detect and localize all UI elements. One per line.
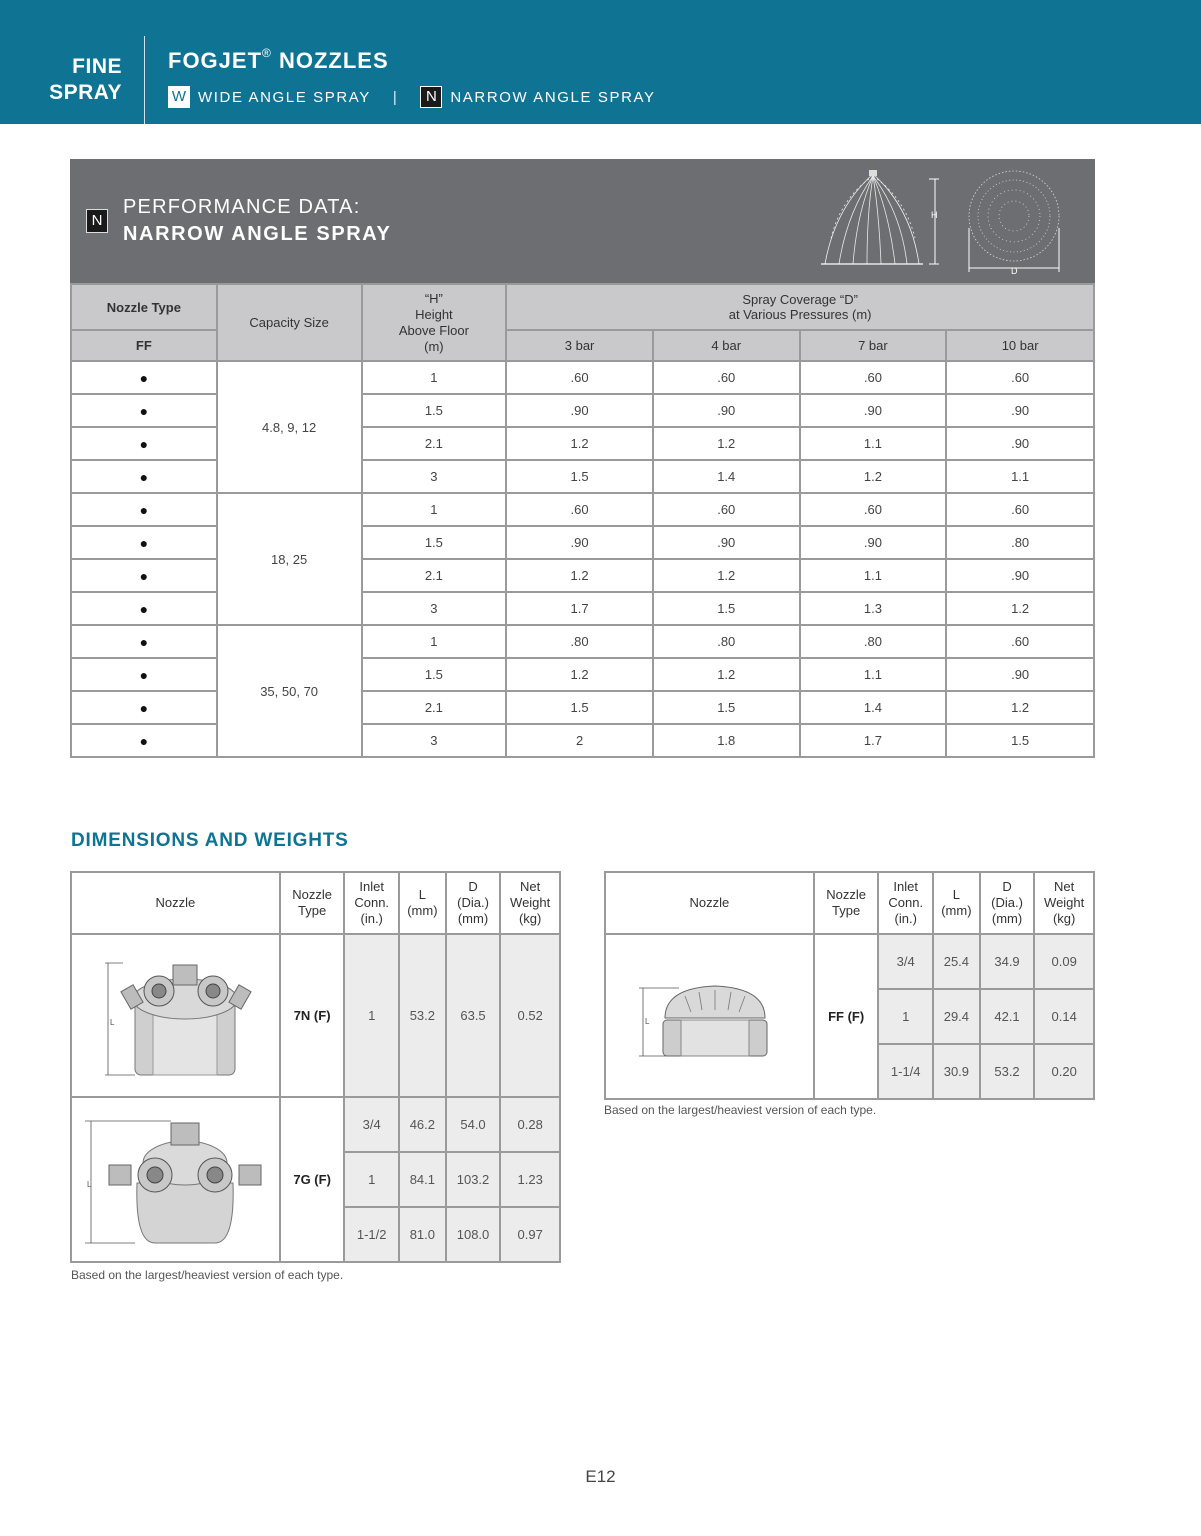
ff-indicator: ● [71,361,217,394]
dim-header-nozzle: Nozzle [605,872,814,934]
coverage-cell: 1.1 [800,658,947,691]
coverage-cell: 1.2 [506,559,653,592]
dim-header-d-l1: D [468,879,478,894]
weight-cell: 1.23 [500,1152,560,1207]
header-ff: FF [71,330,217,361]
coverage-cell: 1.5 [506,460,653,493]
dim-header-inlet-l1: Inlet [359,879,384,894]
header-height-l4: (m) [424,338,444,354]
section-tag [44,54,122,106]
narrow-angle-badge: N [420,86,442,108]
dim-header-d-l3: (mm) [457,911,489,926]
d-cell: 42.1 [980,989,1035,1044]
coverage-cell: 1.1 [946,460,1094,493]
header-height-l2: Height [415,306,453,322]
inlet-cell: 1 [344,934,399,1097]
coverage-cell: .60 [506,361,653,394]
coverage-cell: 1.1 [800,427,947,460]
ff-indicator: ● [71,526,217,559]
spray-cone-icon [821,170,923,264]
nozzle-ff-illustration [609,940,809,1090]
header-height-l3: Above Floor [398,322,469,338]
coverage-cell: .90 [653,526,800,559]
dim-header-inlet-l2: Conn. [888,895,924,910]
dim-header-type-l1: Nozzle [826,887,866,902]
wide-angle-badge: W [168,86,190,108]
coverage-cell: .90 [946,394,1094,427]
header-pressure-4bar: 4 bar [653,330,800,361]
height-dimension [929,179,939,264]
dimensions-title: DIMENSIONS AND WEIGHTS [71,830,349,851]
dim-row-ff-1 [605,934,1094,989]
d-cell: 103.2 [446,1152,501,1207]
diameter-label: D [1011,266,1018,276]
performance-subtitle: NARROW ANGLE SPRAY [123,223,392,245]
coverage-cell: .90 [800,526,947,559]
nozzle-7n-illustration [75,939,275,1089]
nozzle-7g-illustration [75,1103,275,1253]
header-height [362,284,507,361]
dim-header-l [933,872,980,934]
ff-indicator: ● [71,592,217,625]
height-label: H [931,210,938,220]
dimensions-note-left: Based on the largest/heaviest version of each type. [71,1268,344,1282]
l-cell: 25.4 [933,934,980,989]
spray-pattern-diagram [815,168,1075,278]
ff-indicator: ● [71,691,217,724]
l-cell: 84.1 [399,1152,446,1207]
dim-header-l-l2: (mm) [407,903,438,918]
height-cell: 3 [362,724,507,757]
page-number: E12 [585,1467,616,1486]
dim-header-type-l2: Type [832,903,861,918]
header-coverage-l1: Spray Coverage “D” [742,292,858,307]
dim-header-weight-l3: (kg) [1052,911,1076,926]
weight-cell: 0.28 [500,1097,560,1152]
header-pressure-3bar: 3 bar [506,330,653,361]
dim-row-7n [71,934,560,1097]
dim-header-inlet [344,872,399,934]
ff-indicator: ● [71,658,217,691]
dim-header-l-l2: (mm) [941,903,972,918]
dim-header-d-l3: (mm) [991,911,1023,926]
dim-header-nozzle: Nozzle [71,872,280,934]
narrow-angle-badge-perf: N [86,209,108,233]
nozzle-type-ff: FF (F) [814,934,879,1099]
performance-table-body [71,361,1094,757]
ff-indicator: ● [71,493,217,526]
dim-header-d-l1: D [1002,879,1012,894]
section-tag-line1: FINE [72,55,122,78]
coverage-cell: 1.1 [800,559,947,592]
d-cell: 54.0 [446,1097,501,1152]
dim-header-type-l1: Nozzle [292,887,332,902]
coverage-cell: .90 [946,559,1094,592]
nozzle-7g-image-cell [71,1097,280,1262]
dim-header-inlet-l1: Inlet [893,879,918,894]
legend-separator: | [392,88,399,106]
nozzle-7n-image-cell [71,934,280,1097]
header-pressure-7bar: 7 bar [800,330,947,361]
ff-indicator: ● [71,724,217,757]
performance-row [71,625,1094,658]
inlet-cell: 1-1/2 [344,1207,399,1262]
dim-header-inlet-l3: (in.) [360,911,383,926]
coverage-cell: .60 [653,361,800,394]
coverage-cell: 1.2 [653,658,800,691]
header-spray-coverage [506,284,1094,330]
coverage-cell: .80 [946,526,1094,559]
dimensions-table-left [70,871,561,1263]
coverage-cell: .90 [946,427,1094,460]
dim-l-label-7g: L [87,1180,92,1189]
weight-cell: 0.09 [1034,934,1094,989]
header-capacity-size: Capacity Size [217,284,362,361]
height-cell: 1.5 [362,394,507,427]
nozzle-type-7n: 7N (F) [280,934,345,1097]
nozzle-ff-image-cell [605,934,814,1099]
capacity-size-cell: 4.8, 9, 12 [217,361,362,493]
coverage-cell: 2 [506,724,653,757]
dimensions-table-right [604,871,1095,1100]
header-pressure-10bar: 10 bar [946,330,1094,361]
d-cell: 63.5 [446,934,501,1097]
page-header [0,0,1201,124]
coverage-cell: 1.5 [653,592,800,625]
coverage-cell: .80 [506,625,653,658]
l-cell: 46.2 [399,1097,446,1152]
header-divider [144,36,145,124]
coverage-cell: .90 [800,394,947,427]
l-cell: 53.2 [399,934,446,1097]
spray-type-legend [168,86,656,108]
section-tag-line2: SPRAY [49,81,122,104]
weight-cell: 0.52 [500,934,560,1097]
performance-row [71,361,1094,394]
coverage-cell: 1.2 [653,559,800,592]
coverage-cell: .90 [506,394,653,427]
inlet-cell: 1 [344,1152,399,1207]
ff-indicator: ● [71,427,217,460]
d-cell: 34.9 [980,934,1035,989]
weight-cell: 0.20 [1034,1044,1094,1099]
coverage-cell: .80 [800,625,947,658]
inlet-cell: 1 [878,989,933,1044]
coverage-cell: 1.2 [653,427,800,460]
dim-header-inlet [878,872,933,934]
performance-title: PERFORMANCE DATA: [123,196,361,218]
dim-header-weight-l1: Net [1054,879,1075,894]
dim-header-l [399,872,446,934]
height-cell: 3 [362,592,507,625]
height-cell: 3 [362,460,507,493]
d-cell: 108.0 [446,1207,501,1262]
coverage-cell: 1.3 [800,592,947,625]
coverage-cell: .60 [506,493,653,526]
weight-cell: 0.14 [1034,989,1094,1044]
dim-l-label-7n: L [110,1018,115,1027]
capacity-size-cell: 35, 50, 70 [217,625,362,757]
dim-header-inlet-l2: Conn. [354,895,390,910]
header-height-l1: “H” [424,290,443,306]
title-brand: FOGJET [168,48,263,73]
performance-table [70,283,1095,758]
coverage-cell: .60 [653,493,800,526]
header-nozzle-type: Nozzle Type [71,284,217,330]
height-cell: 2.1 [362,691,507,724]
height-cell: 1 [362,361,507,394]
coverage-cell: .90 [653,394,800,427]
coverage-cell: .90 [946,658,1094,691]
coverage-cell: .60 [800,361,947,394]
page-title [168,45,389,74]
dim-header-d [446,872,501,934]
height-cell: 1.5 [362,658,507,691]
coverage-cell: 1.7 [800,724,947,757]
dim-header-weight [500,872,560,934]
dim-row-7g-1 [71,1097,560,1152]
dim-header-d [980,872,1035,934]
dimensions-note-right: Based on the largest/heaviest version of each type. [604,1103,877,1117]
ff-indicator: ● [71,460,217,493]
inlet-cell: 1-1/4 [878,1044,933,1099]
coverage-cell: .60 [946,493,1094,526]
dim-header-weight-l3: (kg) [518,911,542,926]
nozzle-type-7g: 7G (F) [280,1097,345,1262]
dim-header-type [280,872,345,934]
header-coverage-l2: at Various Pressures (m) [728,307,872,322]
ff-indicator: ● [71,625,217,658]
height-cell: 2.1 [362,559,507,592]
inlet-cell: 3/4 [878,934,933,989]
capacity-size-cell: 18, 25 [217,493,362,625]
coverage-cell: .60 [946,361,1094,394]
wide-angle-label: WIDE ANGLE SPRAY [198,88,371,106]
coverage-cell: 1.8 [653,724,800,757]
dim-header-weight-l2: Weight [510,895,551,910]
coverage-cell: 1.2 [800,460,947,493]
dim-header-d-l2: (Dia.) [457,895,489,910]
dim-header-l-l1: L [952,887,960,902]
coverage-cell: 1.2 [946,592,1094,625]
d-cell: 53.2 [980,1044,1035,1099]
l-cell: 30.9 [933,1044,980,1099]
height-cell: 1 [362,493,507,526]
ff-indicator: ● [71,394,217,427]
l-cell: 29.4 [933,989,980,1044]
dim-header-l-l1: L [418,887,426,902]
narrow-angle-label: NARROW ANGLE SPRAY [450,88,656,106]
dim-header-weight [1034,872,1094,934]
dim-header-weight-l1: Net [520,879,541,894]
title-rest: NOZZLES [271,48,389,73]
coverage-cell: .90 [506,526,653,559]
coverage-cell: 1.2 [506,427,653,460]
weight-cell: 0.97 [500,1207,560,1262]
height-cell: 1 [362,625,507,658]
dim-l-label-ff: L [645,1017,650,1026]
coverage-cell: .60 [946,625,1094,658]
height-cell: 2.1 [362,427,507,460]
coverage-cell: 1.2 [946,691,1094,724]
height-cell: 1.5 [362,526,507,559]
dim-header-type-l2: Type [298,903,327,918]
inlet-cell: 3/4 [344,1097,399,1152]
coverage-circle-icon [969,171,1059,261]
ff-indicator: ● [71,559,217,592]
coverage-cell: 1.4 [800,691,947,724]
coverage-cell: 1.5 [946,724,1094,757]
coverage-cell: 1.7 [506,592,653,625]
dim-header-type [814,872,879,934]
coverage-cell: .80 [653,625,800,658]
l-cell: 81.0 [399,1207,446,1262]
coverage-cell: 1.5 [653,691,800,724]
dim-header-weight-l2: Weight [1044,895,1085,910]
dim-header-inlet-l3: (in.) [894,911,917,926]
dim-header-d-l2: (Dia.) [991,895,1023,910]
performance-row [71,493,1094,526]
coverage-cell: 1.4 [653,460,800,493]
coverage-cell: 1.2 [506,658,653,691]
coverage-cell: 1.5 [506,691,653,724]
registered-mark: ® [262,45,272,60]
coverage-cell: .60 [800,493,947,526]
